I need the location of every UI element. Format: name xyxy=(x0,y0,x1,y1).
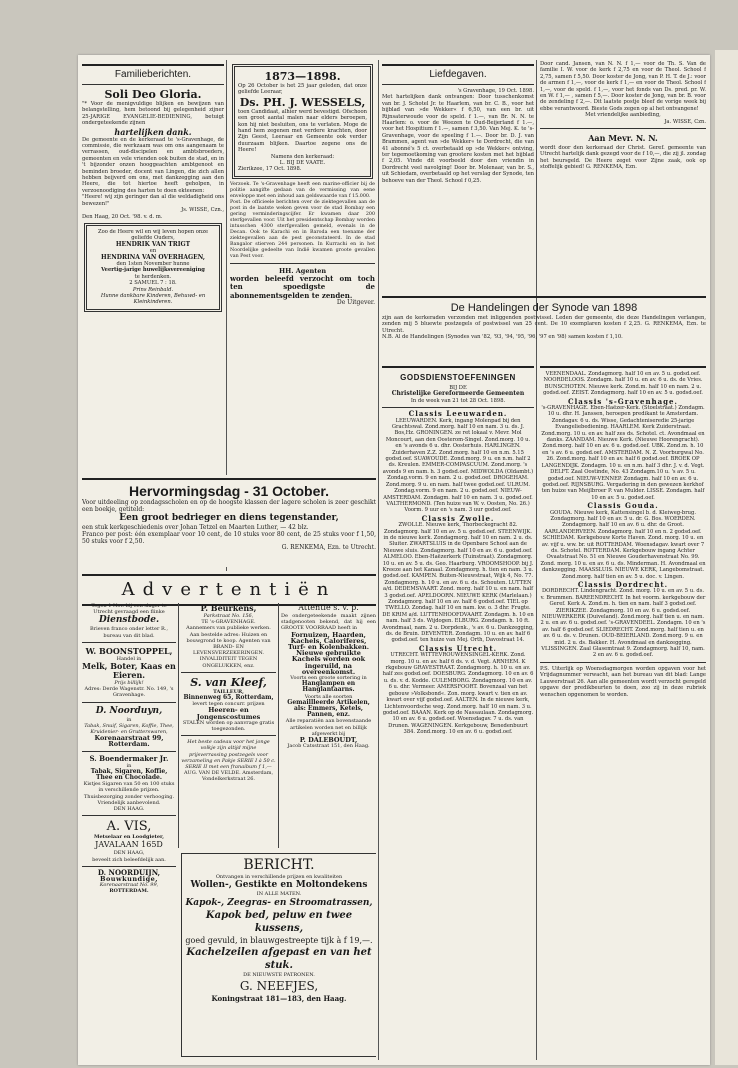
gifts-column xyxy=(382,61,534,287)
rule xyxy=(82,574,376,576)
rule xyxy=(82,642,176,643)
services-list: 's-GRAVENHAGE. Eben-Haëzer-Kerk. (Stoelstraat.) Zondagm. 10 u. dhr. H. Janssen, heroepen predikant te Amsterdam. Zondagav. 6 u. ds. Wisse, Gedachteniseredie 25-jarige Evangeliebediening. HAARLEM. Kerk Zuiderstraat. Zond.morg. 10 u. en av. half zes ds. Schotel. ct. Avondmaal en danks. ZAANDAM. Nieuwe Kerk. (Nieuwe Hoorengracht). Zond.morg. half 10 en av. 6 u. godsd.oef. UBK. Zond.m. h. 10 en 's av. 6 u. godsd.oef. AMSTERDAM. N. Z. Voorburgwal No. 26. Zond.morg. half 10 en av. half 6 godsd.oef. BROEK OP LANGENDIJK. Zondagm. 10 u. en n.m. half 3 dhr. J. v. d. Vegt. DELFT. Zaal Oostinde, No. 43 Zondagm.10 u. 's av. 5 u. godsd.oef. NIEUW-VENNEP. Zondagm. half 10 en av. 6 u. godsd.oef. RIJNSBURG. Vergadering in den gewezen kerkhof ten huize van Meijlbroer P. van Mulder. LISSE. Zondagm. half 10 en av. 5 u. godsd.oef. xyxy=(541,405,705,501)
wedding-text: Veertig-jarige huwelijksvereeniging xyxy=(101,267,205,274)
ad-text: Bouwkundige, xyxy=(99,875,159,884)
wedding-kids: Hunne dankbare Kinderen, Behuwd- en Kleinkinderen. xyxy=(100,292,206,306)
ad-title: Melk, Boter, Kaas en Eieren. xyxy=(82,661,176,681)
ad-text: Voorts een groote sortering in xyxy=(290,675,367,682)
ad-title: Dienstbode. xyxy=(98,615,160,626)
rule xyxy=(82,84,224,85)
family-column xyxy=(82,61,224,473)
wedding-verse: 2 SAMUEL 7 : 18. xyxy=(129,280,177,287)
ad-title: Wollen-, Gestikte en Moltondekens xyxy=(190,880,368,891)
ad-title: als: Emmers, Ketels, Pannen, enz. xyxy=(294,705,363,719)
ad-text: Handel in xyxy=(116,655,142,662)
rule xyxy=(82,751,176,752)
family-title: Soli Deo Gloria. xyxy=(104,88,202,101)
ad-title: JAVALAAN 165D xyxy=(95,840,163,850)
services-column-continued xyxy=(540,363,706,1061)
rule xyxy=(82,64,224,66)
wedding-place: Prins Reinbald. xyxy=(132,286,174,293)
ad-column xyxy=(281,603,376,849)
ad-text: DE NIEUWSTE PATRONEN. xyxy=(243,972,315,979)
rule xyxy=(382,366,534,368)
rule xyxy=(540,662,706,663)
rule xyxy=(82,866,176,867)
ad-title: D. Noorduyn, xyxy=(95,705,163,716)
classis-title: Classis Leeuwarden. xyxy=(408,409,508,419)
family-text: "* Voor de menigvuldige blijken en bewijzen van belangstelling, hem betoond bij gelegenheid zijner 25-JARIGE EVANGELIE-BEDIENING, betuigt ondergeteekende zijnen xyxy=(82,101,224,127)
ad-text: IN ALLE MATEN. xyxy=(256,891,302,898)
ad-title: S. van Kleef, xyxy=(190,675,267,689)
jubilee-notice xyxy=(232,64,373,179)
ad-text: levert tegen concurr. prijzen xyxy=(192,701,265,708)
rule xyxy=(382,64,534,66)
rule xyxy=(181,672,276,673)
reformation-text: Voor uitdeeling op zondagsscholen en op de hoogste klassen der lagere scholen is zeer geschikt een boekje, getiteld: xyxy=(82,499,376,513)
ad-text: in xyxy=(126,762,132,769)
reformation-text: Franco per post: één exemplaar voor 10 cent, de 10 stuks voor 80 cent, de 25 stuks voor f 1,50, 50 stuks voor f 2,50. xyxy=(82,531,376,545)
ad-title: Hanglampen en Hanglantaarns. xyxy=(301,680,356,694)
ad-text: goed gevuld, in blauwgestreepte tijk à f 19,—. xyxy=(185,936,373,946)
services-list: GOUDA. Nieuwe kerk, Kattensingel b. d. Kleiweg-brug. Zondagmorg. half 10 en av. 5 u. dr. G. Bos. WOERDEN. Zondagmorg. half 10 en av. 6 u. dhr. de Groot. AARLANDERVEEN. Zondagmorg. half 10 en n. 2 godsd.oef. SCHIEDAM. Kerkgebouw Korte Haven. Zond. morg. 10 u. en av. vijf u. ww. br. uit ROTTERDAM. Woensdagav. kwart over 7 ds. Schotel. ROTTERDAM. Kerkgebouw ingang Achter Ovaatstraat No. 51 en Nieuwe Gouderhavenstraat No. 99. Zond. morg. 10 u. en av. 6 u. ds. Minderman. H. Avondmaal en dankzegging. MAASSLUIS. NIEUWE KERK, Langebomstraat. Zond.morg. half tien en av. 5 u. doc. v. Lingen. xyxy=(540,509,706,580)
rule xyxy=(540,128,706,129)
ad-text: Parkstraat No. 156, xyxy=(203,613,254,619)
jubilee-text: Op 26 October is het 25 jaar geleden, dat onze geliefde Leeraar, xyxy=(238,83,367,96)
ad-title: D. NOORDUIJN, xyxy=(97,867,161,877)
ad-column xyxy=(82,603,176,1033)
ad-title: W. BOONSTOPPEL, xyxy=(85,645,173,656)
ad-text: Koningstraat 181—183, den Haag. xyxy=(211,993,347,1003)
ad-title: P. DALEBOUDT, xyxy=(299,736,358,745)
rule xyxy=(181,735,276,736)
reformation-text: een stuk kerkgeschiedenis over Johan Tetzel en Maarten Luther, — 42 blz. xyxy=(82,524,309,531)
rule xyxy=(382,407,534,408)
family-text: De gemeente en de kerkeraad te 's-Gravenhage, de commissie, die werkzaam was om ons aangenaam te verrassen, oud-discipelen en ambtsbroeders, gemeenten en vele vrienden ook buiten de stad, en in 't bijzonder onzen hooggeachten ambtgenoot en beminden broeder, docent van Lingen, die zich allen hebben beijverd om ons, met dankzegging aan den Heere, die tot hiertoe heeft geholpen, in verzoenoodiging des harten te doen ekteenen: xyxy=(82,136,224,194)
gifts-continued xyxy=(540,61,706,287)
agents-sign: De Uitgever. xyxy=(336,299,375,307)
ad-column xyxy=(181,603,276,849)
news-text: Post. De officieele berichten over de ziektegevallen aan de post in de laatste weken geven voor de stad Bombay een gering verminderingscijfer. Er kwamen daar 200 sterfgevallen voor. Uit het presidentschap Bombay worden intusschen 4300 sterfgevallen gemeld, evenals in de Decan. Ook te Karachi en in Baroda een toename der ziektegevallen aan de pest geconstateerd. In de stad Bangalor stierven 244 personen. In Kurrachi en in het Noordelijke gedeelte van Indië kwamen groote gevallen van Pest voor. xyxy=(230,199,375,259)
services-heading: GODSDIENSTOEFENINGEN xyxy=(400,373,516,382)
ad-text: Alle reparatiën aan bovenstaande artikelen worden net en billijk afgewerkt bij xyxy=(285,718,372,737)
ad-rule xyxy=(178,603,179,848)
ad-title: Nieuwe gebruikte Kachels worden ook ingeruild, na overeenkomst. xyxy=(291,649,366,676)
ad-text: ROTTERDAM. xyxy=(109,888,149,895)
rule xyxy=(230,263,375,264)
gifts-text: Met vriendelijke aanbieding, xyxy=(585,112,661,119)
synod-text: zijn aan de kerkeraden verzonden met inliggenden postwissel. Leden der gemeente, die deze Handelingen verlangen, zenden mij 5 bluewte postzegels of postwissel van 25 cent. De 10 exemplaren kosten f 2,25. G. RENKEMA, Ezn. te Utrecht. xyxy=(382,315,706,334)
wedding-name: HENDRIK VAN TRIGT xyxy=(115,240,191,248)
ad-text: Kruidenier- en Grutterswaren, xyxy=(90,729,168,736)
reformation-sign: G. RENKEMA, Ezn. te Utrecht. xyxy=(281,544,376,551)
ad-title: P. Beurkens, xyxy=(200,603,257,613)
ad-title: A. VIS, xyxy=(106,819,152,835)
ad-text: in xyxy=(126,716,132,723)
services-ps: P.S. Uiterlijk op Woensdagmorgen worden opgaven voor het Vrijdagnummer verwacht, aan het bureau van dit blad: Lange Lauwerstraat 26. Aan alle gemeenten wordt verzocht geregeld opgave der predikbeurten te doen, zoo zij in deze rubriek wenschen opgenomen te worden. xyxy=(540,665,706,698)
reformation-title: Hervormingsdag - 31 October. xyxy=(129,483,329,499)
wedding-text: en xyxy=(149,248,157,255)
services-week: In de week van 21 tot 28 Oct. 1898. xyxy=(410,397,506,404)
services-list: VEENENDAAL. Zondagmorg. half 10 en av. 5 u. godsd.oef. NOORDELOOS. Zondagm. half 10 u. en av. 6 u. ds. de Vries. BUNSCHOTEN. Nieuwe kerk. Zond.m. half 10 en nam. 2 u. godsd.oef. ZEIST. Zondagmorg. half 10 en av. 5 u. godsd.oef. xyxy=(543,371,703,397)
ad-title: Kapok bed, peluw en twee kussens, xyxy=(205,910,353,935)
gifts-text: wordt door den kerkeraad der Christ. Geref. gemeente van Utrecht hartelijk dank gezegd voor de f 10,—, die zij jl. zondag het beursgeld. De Heere zeget voor Zijne zaak, ook op stoffelijk gebied! G. RENKEMA, Ezn. xyxy=(540,145,706,171)
classis-title: Classis Dordrecht. xyxy=(577,580,669,589)
gifts-heading: Liefdegaven. xyxy=(429,69,487,80)
ad-title: S. Boendermaker Jr. xyxy=(89,753,169,763)
ad-text: DEN HAAG. xyxy=(113,806,145,813)
ad-title: Kapok-, Zeegras- en Stroomatrassen, xyxy=(185,898,373,909)
ad-text: Tegen 1 Nov. bij een slager te Utrecht gevraagd een flinke xyxy=(91,603,167,616)
ad-text: beveelt zich beleefdelijk aan. xyxy=(92,856,166,863)
advertisements xyxy=(82,571,376,1061)
classis-title: Classis Utrecht. xyxy=(418,643,498,653)
reformation-book: Een groot bedrieger en diens tegenstander, xyxy=(119,513,339,523)
jubilee-place: Zierikzee, 17 Oct. 1898. xyxy=(238,166,302,173)
synod-text: N.B. Al de Handelingen (Synodes van '82, '93, '94, '95, '96, '97 en '98) samen kosten f 1,10. xyxy=(382,334,623,341)
ad-title: Turf- en Kolenbakken. xyxy=(287,643,370,652)
reformation-notice xyxy=(82,475,376,567)
rule xyxy=(382,84,534,85)
rule xyxy=(82,815,176,816)
services-list: LEEUWARDEN. Kerk, ingang Molenpad bij den Grachtswal. Zond.morg. half 10 en nam. 3 u. ds. J. Bos,Hz. GRONINGEN. ze ret lokaal v. Mevr. Mol Moncourt, aan den Oosterom-Singel. Zond.morg. 10 u. en 's avonds 6 u. dhr. Oosterhuis. HARLINGEN. Zuiderhaven Z.Z. Zond.morg. half 10 en n.m. 5.15 godsd.oef. SUAWOUDE. Zond.morg. 9 u. en n.m. half 2 ds. Kreulen. EMMER-COMPASCUUM. Zond.morg. 's avonds 9 en nam. h. 3 godsd.oef. MIDWOLDA (Oldambt.) Zondag.vorm. 9 en nam. 2 u. godsd.oef. DROGEHAM. Zond.morg. 9 u. en nam. half twee godsd.oef. ULRUM. Zondag.vorm. 9 en nam. 2 u. godsd.oef. NIEUW-AMSTERDAM. Zondagm. half 10 en nam. 3 u. godsd.oef. VALTHERMOND. (Ten huize van W. v. Oosten, No. 26.) Voorm. 9 uur en 's nam. 3 uur godsd.oef. xyxy=(382,417,534,514)
wedding-text: Zoo de Heere wil en wij leven hopen onze geliefde Ouders, xyxy=(97,228,209,242)
ad-title: BERICHT. xyxy=(243,857,315,873)
ad-text: TAILLEUR, xyxy=(213,688,244,695)
ad-text: TE 's-GRAVENHAGE. xyxy=(201,619,256,626)
rule xyxy=(540,366,706,368)
ad-text: Voorts alle soorten xyxy=(304,693,353,700)
rule xyxy=(382,296,706,298)
rule xyxy=(82,478,376,480)
bericht-ad xyxy=(181,853,376,1057)
adjacent-page-edge xyxy=(715,50,738,1065)
ad-text: De ondergeteekende maakt zijnen stadgenooten bekend, dat hij een GROOTE VOORRAAD heeft in xyxy=(281,613,376,632)
synod-title: De Handelingen der Synode van 1898 xyxy=(450,302,638,314)
services-list: UTRECHT. WITTEVROUWENSINGEL-KERK. Zond. morg. 10 u. en av. half 6 ds. v. d. Vegt. ARNHEM. K rkgebouw GRAVESTRAAT. Zondagmorg. h. 10 u. en av. half zes godsd.oef. DOESBURG. Zondagmorg. 10 en av. 6 u. ds. v. d. Kodde. CULEMBORG. Zondagmorg. 10 en av. 6 u. dhr. Vermeer. AMERSFOORT. Bovenzaal van het gebouw »Volksbond«. Zon. morg. kwart v. tien en av. kwart over vijf godsd.oef. AALTEN. In de nieuwe kerk, Lichtenvoordsche weg. Zond.morg. half 10 en nam. 3 u. godsd.oef. BAAAN. Kerk op de Nassaulaan. Zondagmorg. 10 en av. 6 u. godsd.oef. Woensdagav. 7 u. ds. van Drunen. WAGENINGEN. Kerkgebouw, Benedenbuurt 384. Zond.morg. 10 en av. 6 u. godsd.oef. xyxy=(382,652,534,736)
ad-text: Metselaar en Loodgieter, xyxy=(93,834,165,841)
ad-text: Tabak, Sigaren, Koffie, Thee en Chocolade. xyxy=(90,767,168,782)
ad-text: DEN HAAG, xyxy=(113,850,145,857)
family-heading: Familieberichten. xyxy=(114,69,192,80)
ad-rule xyxy=(278,603,279,848)
wedding-name: HENDRINA VAN OVERHAGEN, xyxy=(101,253,205,261)
synod-notice xyxy=(382,293,706,353)
agents-title: HH. Agenten xyxy=(278,266,327,275)
agents-body: worden beleefd verzocht om toch ten spoedigste de abonnementsgelden te zenden. xyxy=(230,273,375,300)
ads-heading: Advertentiën xyxy=(121,579,337,600)
ad-title: Korenaarstraat 99, Rotterdam. xyxy=(94,734,164,749)
family-place: Den Haag, 20 Oct. '98. v. d. m. xyxy=(82,213,163,220)
ad-title: Fornuizen, Haarden, Kachels, Caloriferes, xyxy=(290,630,367,645)
gifts-sign: Ja. WISSE, Czn. xyxy=(664,118,706,125)
jubilee-sign: Namens den kerkeraad: xyxy=(270,153,335,160)
ad-text: Ontvangen in verschillende prijzen en kwaliteiten xyxy=(215,874,343,880)
ad-text: Het beste cadeau voor het jonge volkje zijn altijd mijne prijsverrassing postzegels voor verzameling en Pakje SERIE I à 50 c. SERIE II met een franaibum f 1,— xyxy=(181,739,276,771)
classis-title: Classis Gouda. xyxy=(587,501,659,511)
family-sign: Js. WISSE, Czn., xyxy=(181,207,224,214)
services-list: ZWOLLE. Nieuwe kerk, Thorbeckegracht 82. Zondagmorg. half 10 en av. 5 u. godsd.oef. STEENWIJK. in de nieuwe kerk. Zondagmorg. half 10 en nam. 2 u. ds. Sluiter. ZWARTSLUIS in de Openbare School aan de Nieuwe sluis. Zondagmorg. half 10 en av. 6 u. godsd.oef. ALMELOO. Eben-Haëzerkerk (Tuinstraat). Zondagmorg. 10 u. en av. 5 u. ds. Geo. Haarburg. VROOMSHOOP. bij J. Kreeze aan het Kanaal. Zondagmorg. h. tien en nam. 3 u. godsd.oef. KAMPEN. Buiten-Nieuwstraat, Wijk 4, No. 77. Zondagmorg. h. 10 u. en av. 6 u. ds. Schouten. LUTTEN a/d. DEDEMSVAART. Zond. morg. half 10 u. en nam. half 3 godsd.oef. APELDOORN. NIEUWE KERK (Marlelaan.) Zondagmorg. half 10 en av. half 6 godsd.oef. TIEL op TWELLO. Zondag. half 10 en nam. kw. o. 3 dhr. Frugte. DE KRIM a/d. LUTTENHOOFDVAART. Zondagm. h. 10 en nam. half 3 ds. Wijdogen. ELBURG. Zondagm. h. 10 ft. Avondmaal, nam. 2 u. Dorpdenk., 's av. 6 u. Dankzegging, ds. de Bruin. DEVENTER. Zondagm. 10 u. en av. half 6 godsd.oef. ten huize van Mej. Orth, Davostraat 14. xyxy=(382,522,534,644)
newspaper-page xyxy=(78,55,710,1065)
ad-title: Kachelzeilen afgepast en van het stuk. xyxy=(186,947,372,972)
ad-text: Kistjes Sigaren van 50 en 100 stuks in verschillende prijzen. Thuisbezorging zonder verhooging. Vriendelijk aanbevolend. xyxy=(83,781,175,806)
column-rule xyxy=(378,60,379,1060)
ad-title: Heeren- en Jongenscostumes xyxy=(196,706,261,721)
ad-text: Korenaarstraat No. 99, xyxy=(99,882,159,889)
services-sub: BIJ DE xyxy=(449,385,467,391)
classis-title: Classis 's-Gravenhage. xyxy=(568,396,678,406)
mevr-title: Aan Mevr. N. N. xyxy=(588,133,658,144)
ad-text: Tabak, Snuif, Sigaren, Koffie, Thee, xyxy=(84,722,174,729)
gifts-text: Met hartelijken dank ontvangen: Door tusschenkomst van br. J. Schotel Jr. te Haarlem, van br. C. B., voor het bijblad van »de Wekker« f 6,50, van een br. uit Rijnsaterwoude voor de speld. f 1.—, van Br. N. N. te Haarlem: o. voor de Weezen te Oud-Beijerland f 1.—, voor het Hospitium f 1.—, samen f 3,50. Van Mej. K. te 's-Gravenhage, voor de speeling f 1.—. Door br. D. J. van Brammen, agent van »de Wekker« te Dordrecht, die van 41 abonné's 5 ct. overbetaald op »de Wekker« ontving, ter tegemoetkoming van grootere kosten met het bijblad f 2,05. Vinde dit voorbeeld door den vriendin in Dordrecht veel navolging! Door br. Molenaar, van br. S., uit Schiedam, overbetaald op het verslag der Synode, ten behoeve van der Theol. School f 0,25. xyxy=(382,94,534,184)
ad-title: Attentie s. v. p. xyxy=(298,603,359,612)
wedding-notice xyxy=(84,223,222,312)
family-quote: "Heere! wij zijn geringer dan al die weldadigheid ons bewezen!" xyxy=(82,194,224,207)
ad-text: Binnenweg 65, Rotterdam, xyxy=(183,694,274,702)
jubilee-name: Ds. PH. J. WESSELS, xyxy=(239,95,366,109)
services-column xyxy=(382,363,534,1061)
ad-text: Aannemers van publieke werken. Aan bestelde adres: Huizen en bouwgrond te koop. Agenten van BRAND- EN LEVENSVERZEKERINGEN. INVALIDITEIT TEGEN ONGELUKKEN, enz. xyxy=(186,625,271,669)
jubilee-column xyxy=(230,61,375,391)
rule xyxy=(82,702,176,703)
ad-text: Jacob Catsstraat 151, den Haag. xyxy=(287,743,370,750)
ad-text: Brieven franco onder letter R., bureau van dit blad. xyxy=(90,626,168,639)
news-text: Verzoek. Te 's-Gravenhage heeft een marine-officier bij de politie aangifte gedaan van de vermissing van eene enveloppe met een inhoud aan geldswaarde van f 15.000. xyxy=(230,181,375,199)
services-sub: Christelijke Gereformeerde Gemeenten xyxy=(391,390,525,398)
gifts-dateline: 's Gravenhage, 19 Oct. 1898. xyxy=(457,88,534,94)
classis-title: Classis Zwolle. xyxy=(421,513,495,523)
jubilee-text: toen Candidaat, alhier werd bevestigd. Ofschoon een groot aantal malen naar elders beroepen, kon hij niet besluiten, ons te verlaten. Moge de hand hem zegenen met verdere krachten, door Zijn Geest, Leeraar en Gemeente ook verder duurzaam blijken. Daartoe zegene ons de Heere! xyxy=(238,108,367,154)
services-list: DORDRECHT. Lindengracht. Zond. morg. 10 u. en av. 5 u. ds. v. Brummen. BAREENDRECHT. In het voorm. kerkgebouw der Geref. Kerk A. Zond.m. h. tien en nam. half 3 godsd.oef. ZIERIKZEE. Zondagmorg. 10 en av. 6 u. godsd.oef. NIEUWERKERK (Duiveland). Zond.morg. half tien u. en nam. 2 u. en av. 6 u. godsd.oef. 's-GRAVENDEEL. Zondagm. 10 en 's av. half 6 godsd.oef. SLIEDRECHT. Zond.morg. half tien u. en av. 6 u. ds. v. Drunen. OUD-BEIERLAND. Zond.morg. 9 u. en mid. 2 u. ds. Bakker. H. Avondmaal en dankzegging. VLISSINGEN. Zaal Glasemtraat 9. Zondagmorg. half 10, nam. 2 en av. 6 u. godsd.oef. xyxy=(540,588,706,659)
column-rule xyxy=(536,60,537,1060)
ad-text: Prijs billijk! xyxy=(114,680,144,687)
ad-title: Gemaillleerde Artikelen, xyxy=(287,698,370,706)
ad-text: Adres: Derde Wagenstr. No. 149, 's Gravenhage. xyxy=(84,686,174,699)
jubilee-signer: L. BIJ DE VAATE. xyxy=(279,160,326,167)
ad-text: STALEN worden op aanvrage gratis toegezonden. xyxy=(182,719,275,733)
wedding-text: den 1sten November hunne xyxy=(116,260,190,267)
jubilee-years: 1873—1898. xyxy=(264,70,341,83)
wedding-text: te herdenken. xyxy=(134,273,172,280)
ad-text: AUG. VAN DE VELDE. Amsterdam, Vondelkerkstraat 26. xyxy=(183,770,274,783)
thanks-text: hartelijken dank. xyxy=(114,126,192,137)
ad-title: G. NEEFJES, xyxy=(239,978,319,993)
gifts-text: Door cand. Jansen, van N. N. f 1,— voor de Th. S. Van de familie I. W. voor de kerk f 2,75 en voor de Theol. School f 2,75, samen f 5,50. Door koster de Jong, van P. H. T. de J.: voor de armen f 1,—, voor de kerk f 1,— en voor de Theol. School f 1,—, voor de speld. f 1,—, voor het fonds van Ds. pred. pr. W. en W. f 1,— , samen f 5,—. Door koster de Jong, van br. B. voor de zendeling f 2,—. Dit laatste postje bleef de vorige week bij ebbe verantwoord. Bieste Gods zegen op al het ontvangene! xyxy=(540,61,706,112)
